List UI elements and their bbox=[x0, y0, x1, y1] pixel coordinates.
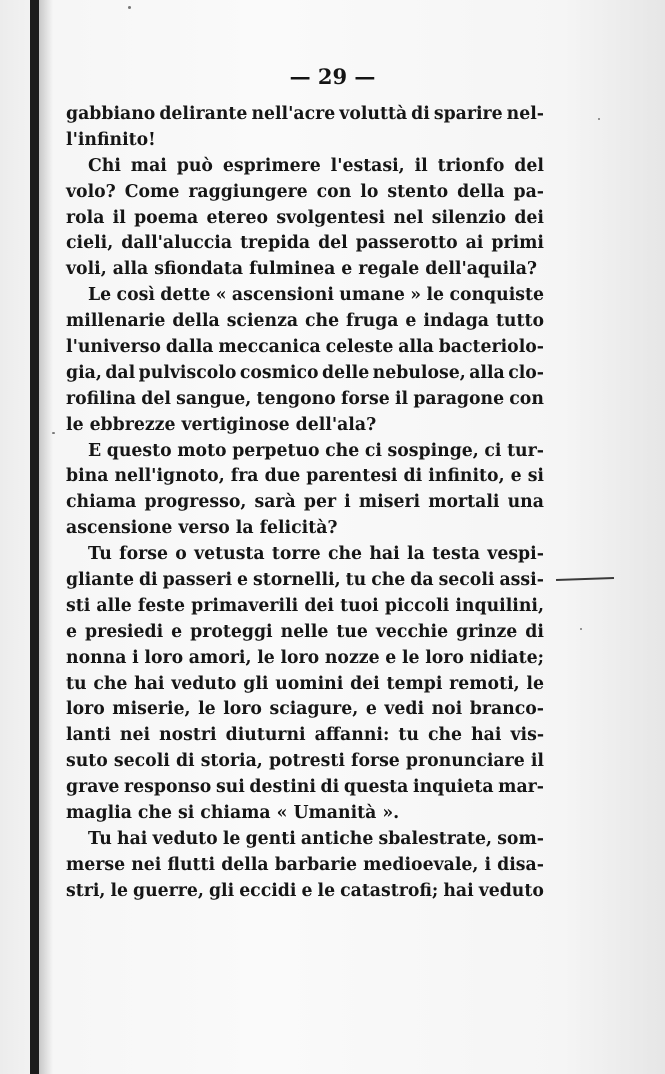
word: delle bbox=[322, 362, 370, 383]
word: alle bbox=[96, 595, 132, 616]
word: dell'aquila? bbox=[425, 259, 538, 280]
word: torre bbox=[271, 544, 321, 565]
word: le bbox=[222, 828, 241, 849]
word: o bbox=[175, 544, 187, 565]
word: il bbox=[414, 155, 428, 176]
word: Le bbox=[88, 285, 112, 306]
word: e bbox=[237, 570, 249, 591]
word: raggiungere bbox=[188, 181, 308, 202]
word: ascensioni bbox=[231, 285, 334, 306]
text-line bbox=[66, 361, 544, 387]
word: che bbox=[371, 570, 406, 591]
word: alla bbox=[112, 259, 149, 280]
paper-speck bbox=[52, 432, 55, 434]
word: di bbox=[175, 751, 195, 772]
word: pronunciare bbox=[405, 751, 525, 772]
word: veduto bbox=[152, 828, 218, 849]
word: pa- bbox=[513, 181, 544, 202]
word: merse bbox=[66, 854, 126, 875]
word: di bbox=[403, 466, 423, 487]
word: hai bbox=[134, 673, 165, 694]
word: dei bbox=[514, 207, 544, 228]
word: inquieta bbox=[413, 777, 494, 798]
text-line bbox=[66, 464, 544, 490]
text-line bbox=[66, 879, 544, 905]
word: che bbox=[305, 311, 340, 332]
word: loro bbox=[280, 647, 320, 668]
word: bina bbox=[66, 466, 109, 487]
word: sospinge, bbox=[387, 440, 479, 461]
word: amori, bbox=[188, 647, 252, 668]
word: che bbox=[93, 673, 128, 694]
word: tu bbox=[345, 570, 367, 591]
binding-shadow bbox=[39, 0, 53, 1074]
body-text bbox=[66, 102, 544, 905]
text-line bbox=[66, 283, 544, 309]
word: il bbox=[112, 207, 126, 228]
word: loro bbox=[66, 699, 105, 720]
word: progresso, bbox=[144, 492, 247, 513]
word: primi bbox=[491, 233, 544, 254]
word: poema bbox=[134, 207, 199, 228]
word: svolgentesi bbox=[276, 207, 386, 228]
word: stento bbox=[387, 181, 449, 202]
word: Chi bbox=[88, 155, 121, 176]
word: nostri bbox=[159, 725, 217, 746]
word: hai bbox=[117, 828, 148, 849]
word: pulviscolo bbox=[138, 362, 237, 383]
word: responso bbox=[124, 777, 212, 798]
text-line bbox=[66, 335, 544, 361]
word: perpetuo bbox=[232, 440, 320, 461]
word: noi bbox=[431, 699, 463, 720]
word: l'estasi, bbox=[330, 155, 405, 176]
text-line bbox=[66, 309, 544, 335]
word: fra bbox=[230, 466, 259, 487]
word: grinze bbox=[456, 621, 518, 642]
word: alla bbox=[398, 337, 434, 358]
word: affanni: bbox=[314, 725, 390, 746]
word: nonna bbox=[66, 647, 127, 668]
word: gliante bbox=[66, 570, 134, 591]
word: scienza bbox=[226, 311, 299, 332]
word: diuturni bbox=[225, 725, 306, 746]
word: del bbox=[514, 155, 544, 176]
word: trepida bbox=[240, 233, 311, 254]
word: miseri bbox=[358, 492, 421, 513]
text-line bbox=[66, 231, 544, 257]
word: stornelli, bbox=[253, 570, 341, 591]
text-line bbox=[66, 387, 544, 413]
word: eccidi bbox=[239, 880, 297, 901]
word: nidiate; bbox=[469, 647, 544, 668]
text-line bbox=[66, 853, 544, 879]
word: Umanità bbox=[293, 803, 377, 824]
word: loro bbox=[223, 699, 262, 720]
word: voli, bbox=[66, 259, 107, 280]
word: che bbox=[327, 544, 363, 565]
word: cosmico bbox=[239, 362, 319, 383]
word: e bbox=[405, 311, 417, 332]
word: forse bbox=[119, 544, 168, 565]
word: lo bbox=[360, 181, 379, 202]
word: trionfo bbox=[437, 155, 505, 176]
word: cieli, bbox=[66, 233, 114, 254]
word: ci bbox=[484, 440, 502, 461]
word: volo? bbox=[66, 181, 116, 202]
word: gia, bbox=[66, 362, 102, 383]
word: due bbox=[264, 466, 301, 487]
word: tue bbox=[336, 621, 368, 642]
word: stri, bbox=[66, 880, 106, 901]
word: sarà bbox=[254, 492, 296, 513]
text-line bbox=[66, 180, 544, 206]
word: catastrofi; bbox=[340, 880, 439, 901]
word: il bbox=[530, 751, 544, 772]
word: si bbox=[527, 466, 544, 487]
word: mortali bbox=[428, 492, 500, 513]
word: chiama bbox=[200, 803, 271, 824]
word: si bbox=[178, 803, 195, 824]
word: l'infinito! bbox=[66, 129, 156, 150]
word: maglia bbox=[66, 803, 132, 824]
word: tuoi bbox=[340, 595, 379, 616]
word: del bbox=[318, 233, 348, 254]
word: le bbox=[110, 880, 128, 901]
word: voluttà bbox=[339, 104, 408, 124]
word: nebulose, bbox=[372, 362, 466, 383]
word: Tu bbox=[88, 828, 112, 849]
text-line bbox=[66, 490, 544, 516]
text-line bbox=[66, 749, 544, 775]
word: e bbox=[66, 621, 77, 642]
word: vertiginose bbox=[181, 414, 290, 435]
word: e bbox=[510, 466, 522, 487]
word: fulminea bbox=[249, 259, 336, 280]
word: l'universo bbox=[66, 337, 161, 358]
word: che bbox=[137, 803, 172, 824]
text-line bbox=[66, 775, 544, 801]
binding-edge bbox=[30, 0, 39, 1074]
word: secoli bbox=[438, 570, 495, 591]
word: della bbox=[221, 854, 269, 875]
word: da bbox=[410, 570, 434, 591]
word: infinito, bbox=[428, 466, 505, 487]
word: etereo bbox=[206, 207, 269, 228]
word: nei bbox=[119, 725, 151, 746]
word: sfiondata bbox=[154, 259, 244, 280]
text-line bbox=[66, 439, 544, 465]
word: vedi bbox=[384, 699, 425, 720]
word: parentesi bbox=[306, 466, 398, 487]
word: feste bbox=[137, 595, 185, 616]
word: primaverili bbox=[191, 595, 299, 616]
word: barbarie bbox=[274, 854, 358, 875]
word: veduto bbox=[171, 673, 237, 694]
word: veduto bbox=[478, 880, 544, 901]
word: le bbox=[526, 673, 544, 694]
word: della bbox=[172, 311, 220, 332]
word: delirante bbox=[159, 104, 248, 124]
word: verso bbox=[178, 518, 230, 539]
word: forse bbox=[351, 751, 400, 772]
word: dal bbox=[105, 362, 136, 383]
word: genti bbox=[245, 828, 296, 849]
text-line bbox=[66, 128, 544, 154]
word: ai bbox=[465, 233, 484, 254]
word: branco- bbox=[469, 699, 544, 720]
word: della bbox=[457, 181, 505, 202]
word: » bbox=[410, 285, 422, 306]
word: per bbox=[303, 492, 337, 513]
word: guerre, bbox=[133, 880, 204, 901]
word: « bbox=[276, 803, 288, 824]
word: assi- bbox=[499, 570, 544, 591]
word: tengono bbox=[256, 388, 336, 409]
word: le bbox=[401, 647, 420, 668]
word: hai bbox=[443, 880, 474, 901]
paper-speck bbox=[580, 628, 582, 630]
word: miserie, bbox=[112, 699, 191, 720]
text-line bbox=[66, 257, 544, 283]
word: questo bbox=[106, 440, 172, 461]
word: regale bbox=[358, 259, 420, 280]
word: ». bbox=[382, 803, 400, 824]
word: proteggi bbox=[190, 621, 273, 642]
margin-pencil-mark bbox=[556, 577, 614, 581]
word: le bbox=[426, 285, 445, 306]
word: del bbox=[141, 388, 171, 409]
word: gli bbox=[243, 673, 269, 694]
word: sciagure, bbox=[269, 699, 359, 720]
word: di bbox=[320, 777, 340, 798]
text-line bbox=[66, 827, 544, 853]
word: questa bbox=[343, 777, 409, 798]
text-line bbox=[66, 542, 544, 568]
word: di bbox=[411, 104, 430, 124]
word: gli bbox=[208, 880, 235, 901]
word: vespi- bbox=[487, 544, 544, 565]
word: sti bbox=[66, 595, 91, 616]
word: le bbox=[257, 647, 275, 668]
word: paragone bbox=[413, 388, 505, 409]
word: il bbox=[394, 388, 409, 409]
text-line bbox=[66, 102, 544, 128]
word: som- bbox=[497, 828, 544, 849]
text-line bbox=[66, 620, 544, 646]
word: le bbox=[66, 414, 84, 435]
word: sangue, bbox=[176, 388, 252, 409]
word: Come bbox=[124, 181, 180, 202]
word: bacteriolo- bbox=[438, 337, 544, 358]
word: tur- bbox=[507, 440, 544, 461]
word: presiedi bbox=[85, 621, 164, 642]
word: nel- bbox=[506, 104, 544, 124]
word: rofilina bbox=[66, 388, 137, 409]
word: mai bbox=[130, 155, 167, 176]
text-line bbox=[66, 723, 544, 749]
page-number: — 29 — bbox=[289, 64, 376, 89]
word: vis- bbox=[510, 725, 544, 746]
text-line bbox=[66, 206, 544, 232]
word: e bbox=[341, 259, 353, 280]
text-line bbox=[66, 594, 544, 620]
word: la bbox=[407, 544, 425, 565]
paper-speck bbox=[128, 6, 131, 9]
word: mar- bbox=[498, 777, 544, 798]
word: di bbox=[525, 621, 544, 642]
word: felicità? bbox=[259, 518, 338, 539]
word: alla bbox=[469, 362, 505, 383]
word: testa bbox=[432, 544, 480, 565]
word: loro bbox=[425, 647, 464, 668]
word: le bbox=[198, 699, 216, 720]
text-line bbox=[66, 154, 544, 180]
word: nelle bbox=[280, 621, 329, 642]
word: potresti bbox=[268, 751, 345, 772]
text-line bbox=[66, 697, 544, 723]
word: forse bbox=[340, 388, 390, 409]
word: celeste bbox=[325, 337, 394, 358]
word: chiama bbox=[66, 492, 137, 513]
paper-speck bbox=[598, 118, 600, 120]
word: lanti bbox=[66, 725, 111, 746]
word: che bbox=[325, 440, 360, 461]
word: dei bbox=[350, 673, 380, 694]
text-line bbox=[66, 516, 544, 542]
word: umane bbox=[339, 285, 405, 306]
word: storia, bbox=[200, 751, 263, 772]
word: ci bbox=[364, 440, 382, 461]
word: clo- bbox=[508, 362, 544, 383]
word: una bbox=[507, 492, 544, 513]
word: di bbox=[138, 570, 158, 591]
word: hai bbox=[471, 725, 502, 746]
word: flutti bbox=[167, 854, 216, 875]
word: Tu bbox=[88, 544, 112, 565]
word: remoti, bbox=[449, 673, 520, 694]
word: indaga bbox=[423, 311, 490, 332]
word: e bbox=[171, 621, 183, 642]
word: e bbox=[385, 647, 397, 668]
word: rola bbox=[66, 207, 105, 228]
word: silenzio bbox=[431, 207, 507, 228]
word: antiche bbox=[300, 828, 374, 849]
word: destini bbox=[249, 777, 316, 798]
text-line bbox=[66, 413, 544, 439]
word: i bbox=[132, 647, 139, 668]
word: i bbox=[484, 854, 492, 875]
text-line bbox=[66, 646, 544, 672]
word: nei bbox=[131, 854, 162, 875]
word: con bbox=[509, 388, 544, 409]
word: nell'acre bbox=[251, 104, 336, 124]
word: ebbrezze bbox=[89, 414, 176, 435]
word: disa- bbox=[497, 854, 544, 875]
word: nozze bbox=[324, 647, 380, 668]
word: dall'aluccia bbox=[121, 233, 233, 254]
word: nell'ignoto, bbox=[114, 466, 225, 487]
word: dei bbox=[304, 595, 334, 616]
word: dell'ala? bbox=[295, 414, 377, 435]
word: ascensione bbox=[66, 518, 173, 539]
word: medioevale, bbox=[363, 854, 479, 875]
word: sparire bbox=[433, 104, 503, 124]
word: meccanica bbox=[218, 337, 321, 358]
word: passeri bbox=[162, 570, 233, 591]
word: vetusta bbox=[194, 544, 265, 565]
word: sbalestrate, bbox=[378, 828, 493, 849]
word: così bbox=[116, 285, 155, 306]
word: suto bbox=[66, 751, 108, 772]
word: esprimere bbox=[222, 155, 321, 176]
word: tutto bbox=[495, 311, 544, 332]
word: e bbox=[365, 699, 377, 720]
word: millenarie bbox=[66, 311, 166, 332]
word: uomini bbox=[275, 673, 344, 694]
text-line bbox=[66, 568, 544, 594]
word: tu bbox=[398, 725, 419, 746]
word: E bbox=[88, 440, 102, 461]
word: può bbox=[176, 155, 213, 176]
text-line bbox=[66, 801, 544, 827]
word: gabbiano bbox=[66, 104, 156, 124]
word: tempi bbox=[386, 673, 443, 694]
word: hai bbox=[369, 544, 400, 565]
text-line bbox=[66, 672, 544, 698]
word: tu bbox=[66, 673, 87, 694]
word: piccoli bbox=[384, 595, 450, 616]
word: i bbox=[344, 492, 351, 513]
word: con bbox=[316, 181, 352, 202]
word: vecchie bbox=[375, 621, 449, 642]
word: fruga bbox=[346, 311, 399, 332]
word: la bbox=[235, 518, 254, 539]
word: secoli bbox=[113, 751, 170, 772]
word: moto bbox=[177, 440, 227, 461]
word: grave bbox=[66, 777, 120, 798]
word: inquilini, bbox=[455, 595, 544, 616]
word: conquiste bbox=[449, 285, 544, 306]
word: « bbox=[215, 285, 227, 306]
word: nel bbox=[393, 207, 424, 228]
word: passerotto bbox=[355, 233, 458, 254]
word: dalla bbox=[165, 337, 214, 358]
word: sui bbox=[215, 777, 245, 798]
word: dette bbox=[160, 285, 211, 306]
word: e bbox=[301, 880, 313, 901]
word: loro bbox=[144, 647, 184, 668]
word: le bbox=[317, 880, 336, 901]
word: che bbox=[427, 725, 463, 746]
